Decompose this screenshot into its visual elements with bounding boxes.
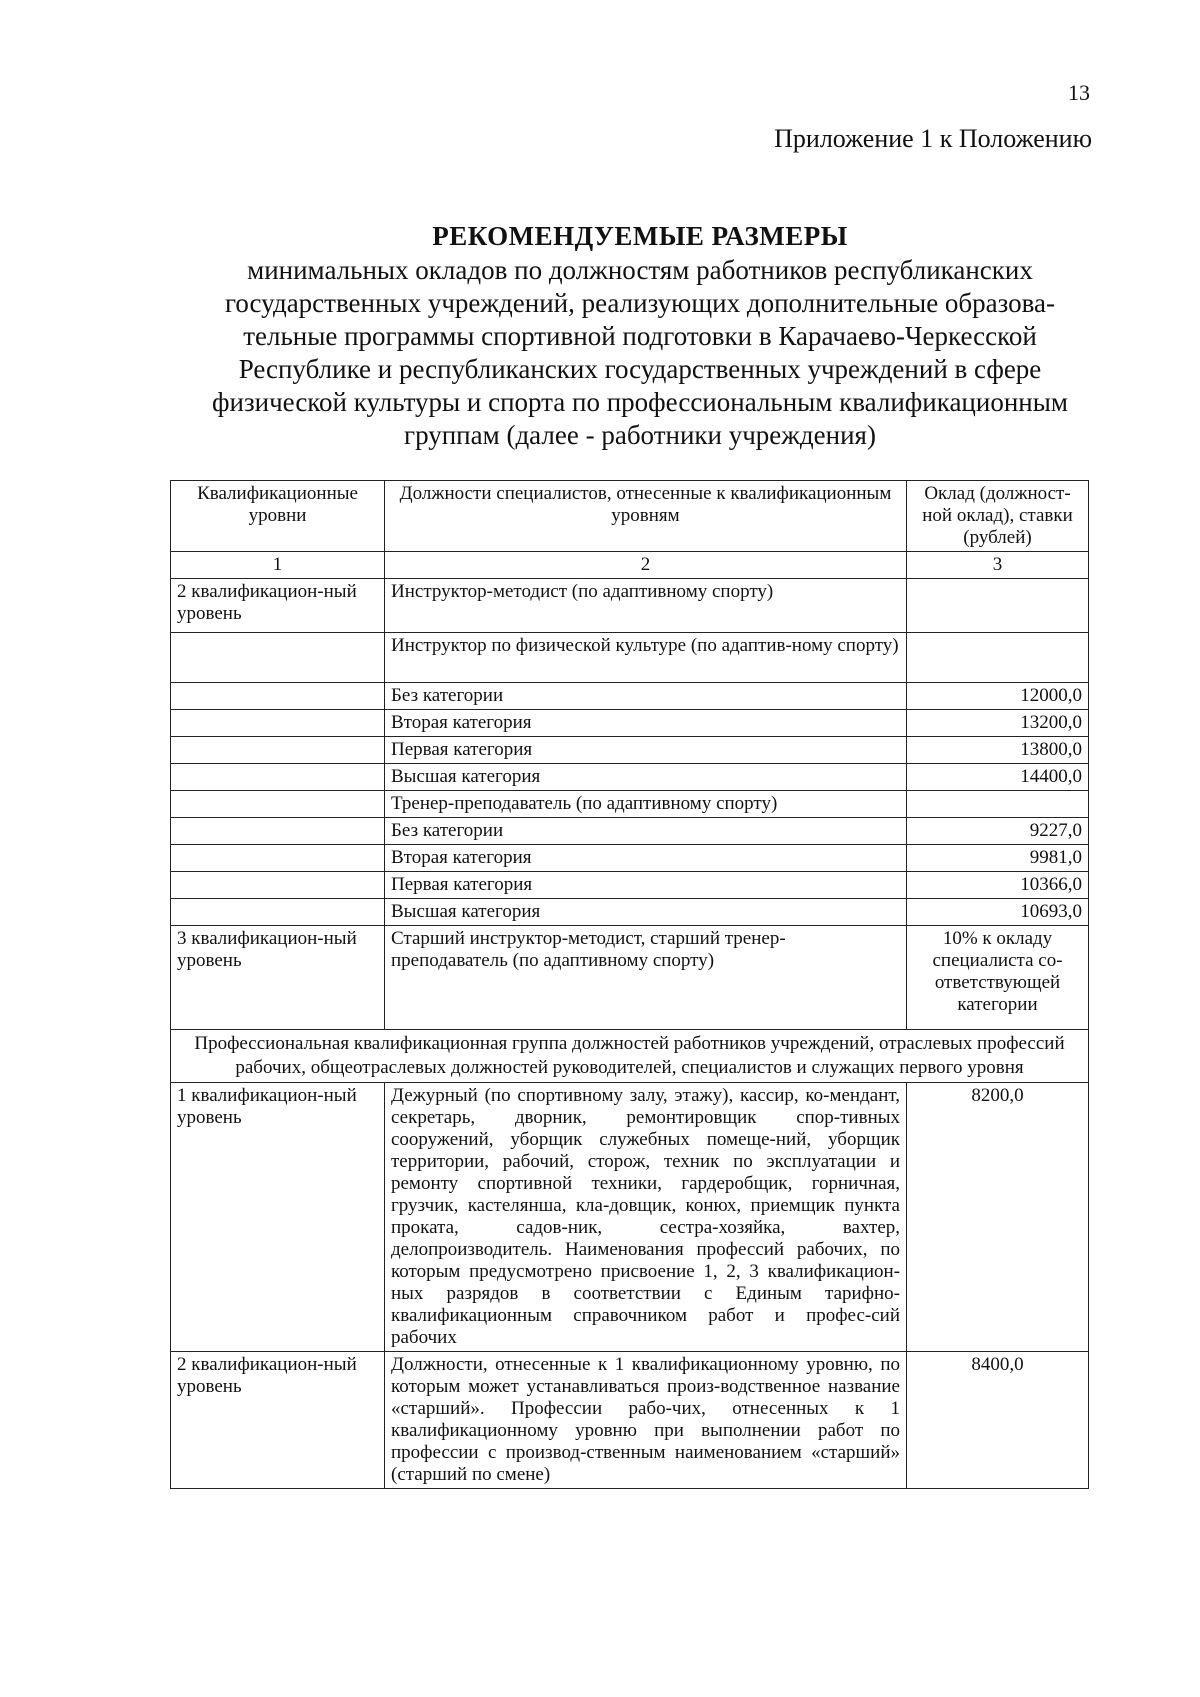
salary-cell: 8200,0 xyxy=(907,1083,1089,1352)
level-cell xyxy=(171,710,385,737)
table-header-row xyxy=(171,481,1089,552)
header-salary: Оклад (должност-ной оклад), ставки (рублей) xyxy=(907,481,1089,552)
document-subtitle: минимальных окладов по должностям работников республиканских государственных учреждений, реализующих дополнительные образова-тельные программы спортивной подготовки в Карачаево-Черкесской Республике и республиканских государственных учреждений в сфере физической культуры и спорта по профессиональным квалификационным группам (далее - работники учреждения) xyxy=(212,255,1068,450)
salary-cell: 12000,0 xyxy=(907,683,1089,710)
salary-cell: 8400,0 xyxy=(907,1352,1089,1489)
salary-cell xyxy=(907,633,1089,683)
level-cell xyxy=(171,818,385,845)
salary-cell: 9227,0 xyxy=(907,818,1089,845)
position-cell: Первая категория xyxy=(385,737,907,764)
position-cell: Первая категория xyxy=(385,872,907,899)
position-cell: Без категории xyxy=(385,818,907,845)
salary-table xyxy=(170,480,1089,1489)
level-cell xyxy=(171,737,385,764)
position-cell: Инструктор-методист (по адаптивному спорту) xyxy=(385,579,907,633)
table-row xyxy=(171,710,1089,737)
appendix-label: Приложение 1 к Положению xyxy=(774,124,1092,153)
position-cell: Вторая категория xyxy=(385,845,907,872)
salary-cell xyxy=(907,791,1089,818)
document-heading xyxy=(160,218,1120,452)
salary-cell: 14400,0 xyxy=(907,764,1089,791)
position-cell: Без категории xyxy=(385,683,907,710)
column-number: 1 xyxy=(171,552,385,579)
level-cell xyxy=(171,845,385,872)
table-row xyxy=(171,791,1089,818)
salary-cell: 9981,0 xyxy=(907,845,1089,872)
table-row xyxy=(171,1352,1089,1489)
position-cell: Высшая категория xyxy=(385,899,907,926)
level-cell xyxy=(171,791,385,818)
document-title: РЕКОМЕНДУЕМЫЕ РАЗМЕРЫ xyxy=(432,221,848,251)
header-positions: Должности специалистов, отнесенные к квалификационным уровням xyxy=(385,481,907,552)
position-cell: Вторая категория xyxy=(385,710,907,737)
position-cell: Старший инструктор-методист, старший тренер-преподаватель (по адаптивному спорту) xyxy=(385,926,907,1030)
level-cell xyxy=(171,899,385,926)
level-cell xyxy=(171,764,385,791)
level-cell: 1 квалификацион-ный уровень xyxy=(171,1083,385,1352)
position-cell: Должности, отнесенные к 1 квалификационному уровню, по которым может устанавливаться произ-водственное название «старший». Профессии рабо-чих, отнесенных к 1 квалификационному уровню при выполнении работ по профессии с производ-ственным наименованием «старший» (старший по смене) xyxy=(385,1352,907,1489)
page-number: 13 xyxy=(1068,80,1090,105)
salary-cell xyxy=(907,579,1089,633)
level-cell: 3 квалификацион-ный уровень xyxy=(171,926,385,1030)
position-cell: Инструктор по физической культуре (по адаптив-ному спорту) xyxy=(385,633,907,683)
table-row xyxy=(171,899,1089,926)
header-qualification-levels: Квалификационные уровни xyxy=(171,481,385,552)
position-cell: Дежурный (по спортивному залу, этажу), кассир, ко-мендант, секретарь, дворник, ремонтировщик спор-тивных сооружений, уборщик служебных помеще-ний, уборщик территории, рабочий, сторож, техник по эксплуатации и ремонту спортивной техники, гардеробщик, горничная, грузчик, кастелянша, кла-довщик, конюх, приемщик пункта проката, садов-ник, сестра-хозяйка, вахтер, делопроизводитель. Наименования профессий рабочих, по которым предусмотрено присвоение 1, 2, 3 квалификацион-ных разрядов в соответствии с Единым тарифно-квалификационным справочником работ и профес-сий рабочих xyxy=(385,1083,907,1352)
table-row xyxy=(171,845,1089,872)
table-row xyxy=(171,1083,1089,1352)
table-row xyxy=(171,633,1089,683)
salary-cell: 10% к окладу специалиста со-ответствующей категории xyxy=(907,926,1089,1030)
salary-cell: 13800,0 xyxy=(907,737,1089,764)
column-number: 3 xyxy=(907,552,1089,579)
table-row xyxy=(171,872,1089,899)
table-row xyxy=(171,683,1089,710)
group-title: Профессиональная квалификационная группа должностей работников учреждений, отраслевых профессий рабочих, общеотраслевых должностей руководителей, специалистов и служащих первого уровня xyxy=(171,1030,1089,1083)
group-title-row xyxy=(171,1030,1089,1083)
level-cell: 2 квалификацион-ный уровень xyxy=(171,579,385,633)
level-cell xyxy=(171,872,385,899)
table-row xyxy=(171,764,1089,791)
table-row xyxy=(171,926,1089,1030)
position-cell: Тренер-преподаватель (по адаптивному спорту) xyxy=(385,791,907,818)
level-cell xyxy=(171,683,385,710)
table-row xyxy=(171,579,1089,633)
table-row xyxy=(171,737,1089,764)
salary-cell: 10366,0 xyxy=(907,872,1089,899)
salary-cell: 10693,0 xyxy=(907,899,1089,926)
table-row xyxy=(171,818,1089,845)
position-cell: Высшая категория xyxy=(385,764,907,791)
column-number-row xyxy=(171,552,1089,579)
level-cell: 2 квалификацион-ный уровень xyxy=(171,1352,385,1489)
salary-cell: 13200,0 xyxy=(907,710,1089,737)
level-cell xyxy=(171,633,385,683)
column-number: 2 xyxy=(385,552,907,579)
